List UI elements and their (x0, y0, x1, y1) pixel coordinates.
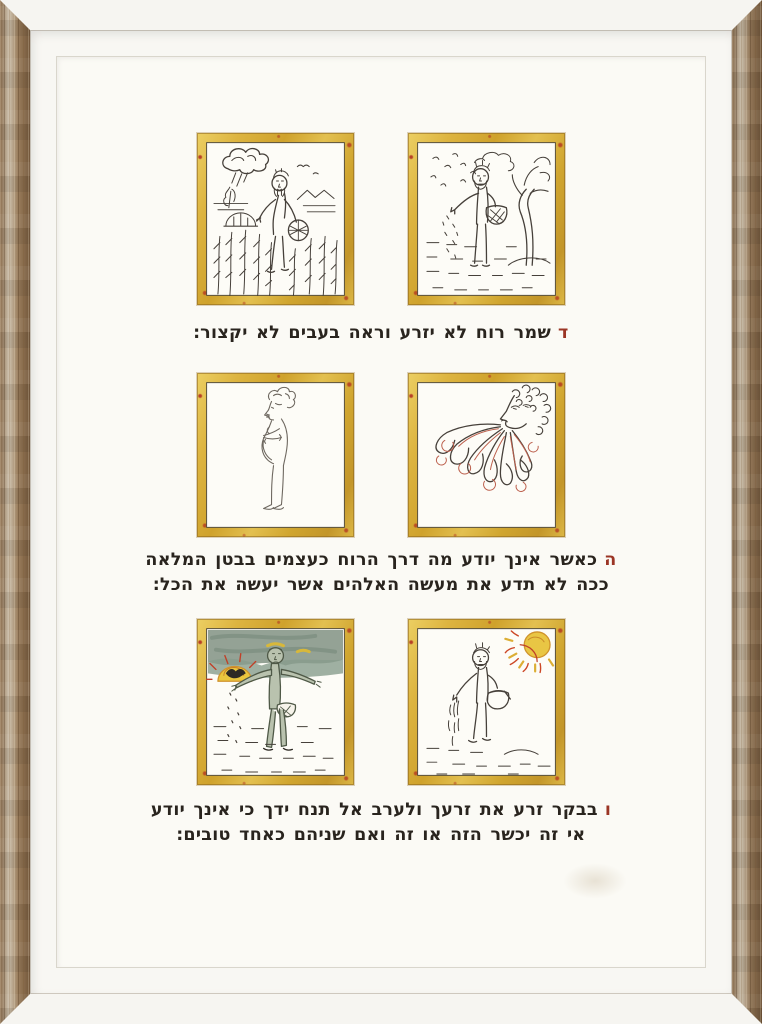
verse-6-initial: ו (604, 800, 612, 820)
white-mat (30, 30, 732, 994)
frame-bottom (0, 994, 762, 1024)
verse-5 (57, 548, 705, 598)
verse-6 (57, 798, 705, 848)
panel-sower-storm-field (197, 133, 354, 305)
panel-row-1 (57, 133, 705, 305)
verse-4-line-1: שמר רוח לא יזרע וראה בעבים לא יקצור׃ (193, 323, 552, 343)
manuscript-page (56, 56, 706, 968)
verse-6-line-1: בבקר זרע את זרעך ולערב אל תנח ידך כי אינך יודע (150, 800, 598, 820)
verse-6-line-2: אי זה יכשר הזה או זה ואם שניהם כאחד טובים׃ (176, 825, 586, 845)
verse-5-line-1: כאשר אינך יודע מה דרך הרוח כעצמים בבטן המלאה (145, 550, 598, 570)
frame-left (0, 0, 30, 1024)
verse-6-line-wrap (57, 798, 705, 823)
panel-row-2 (57, 373, 705, 537)
panel-pregnant-woman (197, 373, 354, 537)
panel-sower-morning-sun (408, 619, 565, 785)
panel-sower-sunset (197, 619, 354, 785)
panel-sower-windblown-tree (408, 133, 565, 305)
frame-top (0, 0, 762, 30)
panel-row-3 (57, 619, 705, 785)
verse-4-initial: ד (558, 323, 569, 343)
panel-wind-face (408, 373, 565, 537)
verse-5-initial: ה (604, 550, 617, 570)
paper-smudge (563, 863, 627, 899)
verse-5-line-wrap (57, 548, 705, 573)
frame-right (732, 0, 762, 1024)
verse-4 (57, 323, 705, 343)
verse-5-line-2: ככה לא תדע את מעשה האלהים אשר יעשה את הכל׃ (153, 575, 609, 595)
